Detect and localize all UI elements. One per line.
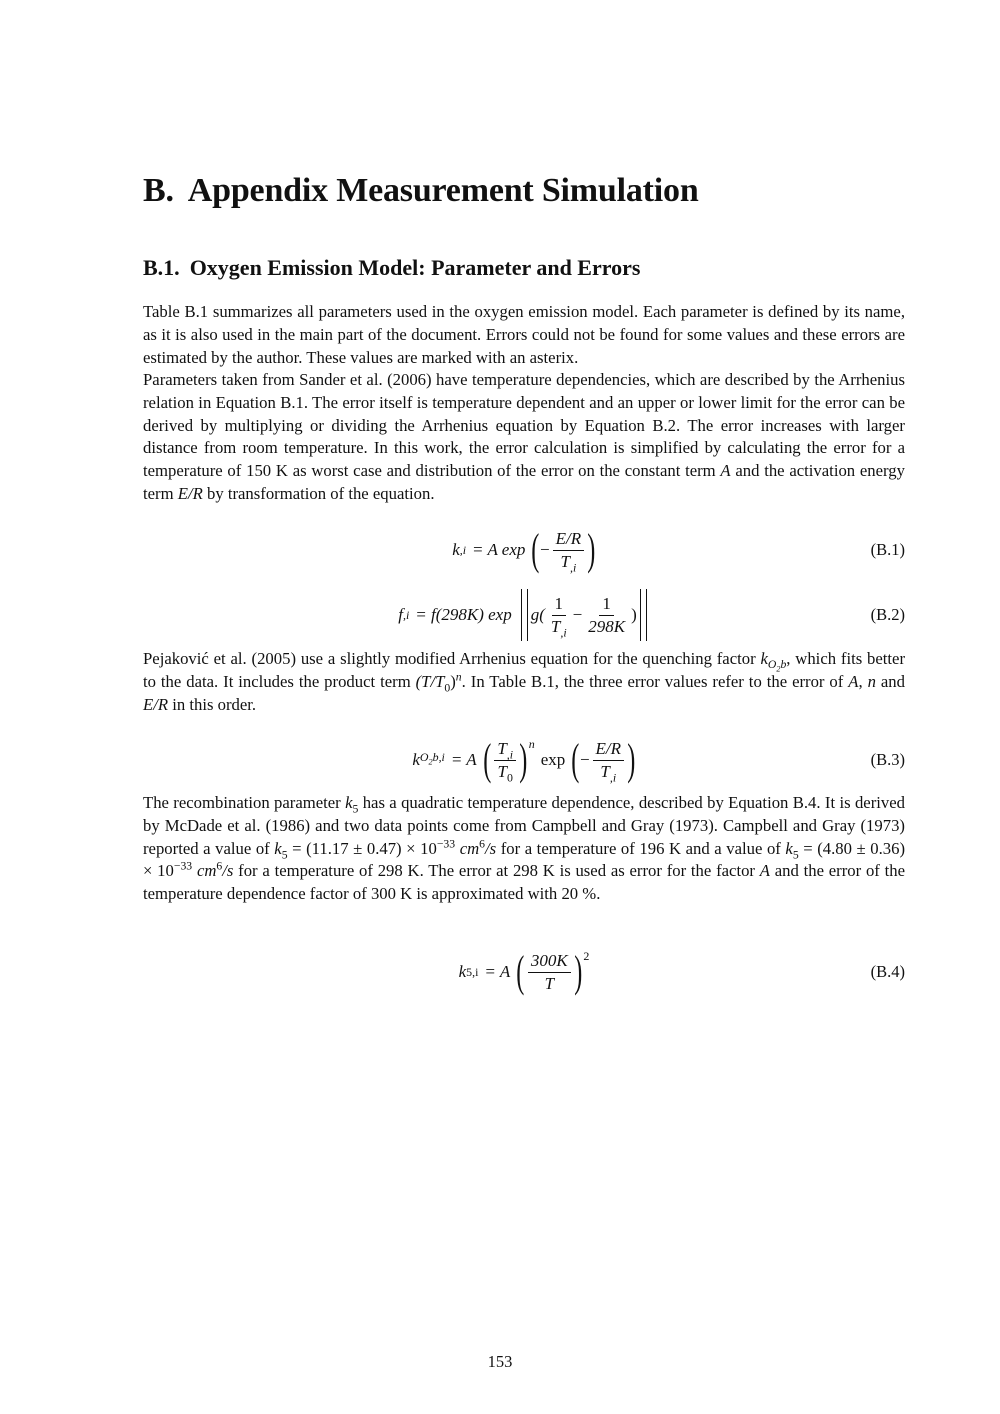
chapter-title: Appendix Measurement Simulation xyxy=(187,172,699,209)
chapter-number: B. xyxy=(143,172,174,209)
equation-number: (B.3) xyxy=(870,750,905,769)
equation-number: (B.1) xyxy=(870,540,905,559)
equation-b1: k ,i = A exp ( − $\frac{E/R}{T_{,i}}$ ) (B.1) xyxy=(452,525,905,574)
equation-number: (B.4) xyxy=(870,962,905,981)
page-content xyxy=(143,0,905,1414)
section-title: Oxygen Emission Model: Parameter and Errors xyxy=(189,255,641,280)
chapter-heading xyxy=(143,172,699,210)
equation-b4: k 5,i = A ( $\frac{300K}{T}$ ) 2 (B.4) xyxy=(458,947,905,996)
paragraph-parameters-summary: Table B.1 summarizes all parameters used in the oxygen emission model. Each parameter is defined by its name, as it is also used in the main part of the document. Errors could not be found for some values and these errors are estimated by the author. These values are marked with an asterix. xyxy=(143,302,905,367)
section-number: B.1. xyxy=(143,255,180,280)
page-number: 153 xyxy=(487,1352,513,1371)
equation-b2: f ,i = f(298K) exp g( $\frac{1}{T_{,i}}$ − $\frac{1}{298K}$ ) (B.2) xyxy=(143,585,905,645)
equation-number: (B.2) xyxy=(870,605,905,624)
section-heading xyxy=(143,255,640,281)
paragraph-quenching-factor: Pejaković et al. (2005) use a slightly modified Arrhenius equation for the quenching factor $k_{O_2b}$, which fits better to the data. It includes the product term $(T/T_0)^n$. In Table B.1, the three error values refer to the error of A, n and E/R in this order. xyxy=(143,649,906,714)
equation-b3: k $O_2b,i$ = A ( $\frac{T_{,i}}{T_0}$ ) n exp ( − $\frac{E/R}{T_{,i}}$ ) (B.3) xyxy=(412,735,905,784)
paragraph-recombination: The recombination parameter $k_5$ has a quadratic temperature dependence, described by Equation B.4. It is derived by McDade et al. (1986) and two data points come from Campbell and Gray (1973). Campbell and Gray (1973) reported a value of $k_5 = (11.17 \pm 0.47) \times 10^{-33}$ $cm^6/s$ for a temperature of 196 K and a value of $k_5 = (4.80 \pm 0.36) \times 10^{-33}$ $cm^6/s$ for a temperature of 298 K. The error at 298 K is used as error for the factor A and the error of the temperature dependence factor of 300 K is approximated with 20 %. xyxy=(143,793,906,904)
paragraph-arrhenius: Parameters taken from Sander et al. (2006) have temperature dependencies, which are described by the Arrhenius relation in Equation B.1. The error itself is temperature dependent and an upper or lower limit for the error can be derived by multiplying or dividing the Arrhenius equation by Equation B.2. The error increases with larger distance from room temperature. In this work, the error calculation is simplified by calculating the error for a temperature of 150 K as worst case and distribution of the error on the constant term A and the activation energy term E/R by transformation of the equation. xyxy=(143,370,905,503)
temperature-value: 150 K xyxy=(246,461,288,481)
